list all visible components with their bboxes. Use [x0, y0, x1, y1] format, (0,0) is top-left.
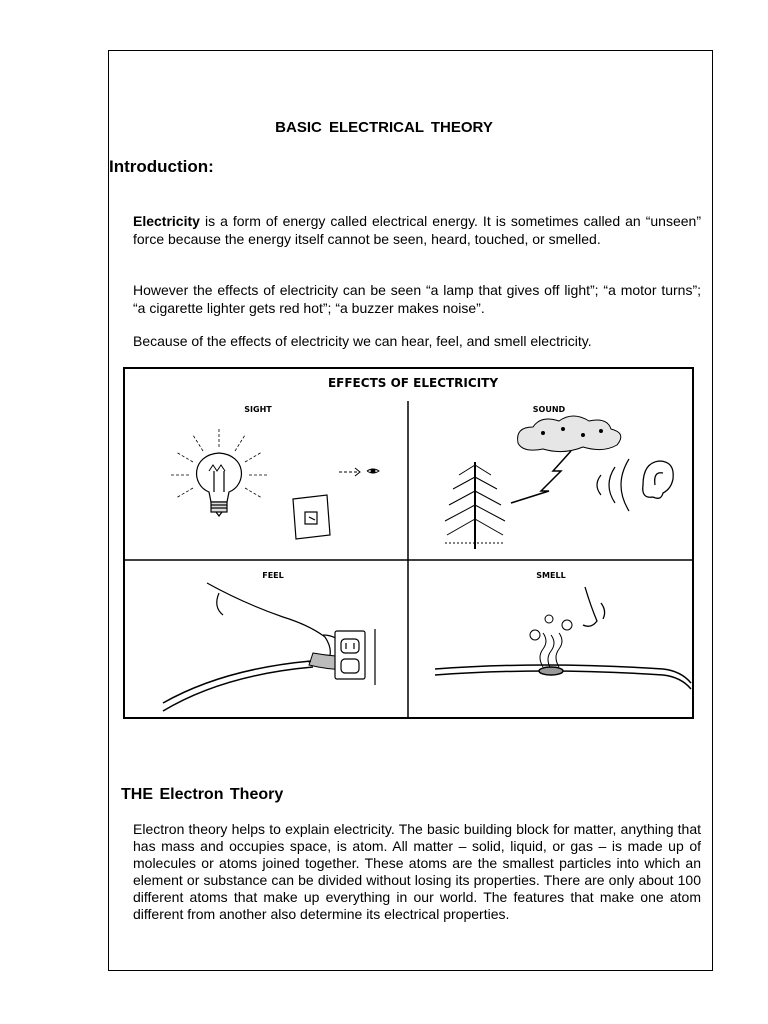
panel-label-feel: FEEL [262, 571, 284, 580]
effects-of-electricity-figure [123, 367, 694, 719]
wall-switch-icon [293, 495, 330, 539]
electricity-term: Electricity [133, 213, 200, 229]
paragraph-electricity [133, 212, 701, 248]
figure-title: EFFECTS OF ELECTRICITY [327, 376, 499, 390]
panel-label-smell: SMELL [536, 571, 566, 580]
paragraph-because: Because of the effects of electricity we can hear, feel, and smell electricity. [133, 333, 592, 349]
electron-theory-heading: THE Electron Theory [121, 786, 284, 803]
paragraph-effects: However the effects of electricity can be seen “a lamp that gives off light”; “a motor turns”; “a cigarette lighter gets red hot”; “a buzzer makes noise”. [133, 282, 701, 316]
panel-label-sight: SIGHT [244, 405, 272, 414]
panel-label-sound: SOUND [532, 405, 566, 414]
paragraph-electron-theory: Electron theory helps to explain electricity. The basic building block for matter, anything that has mass and occupies space, is atom. All matter – solid, liquid, or gas – is made up of molecules or atoms joined together. These atoms are the smallest particles into which an element or substance can be divided without losing its properties. There are only about 100 different atoms that make up everything in our world. The features that make one atom different from another also determine its electrical properties. [133, 821, 701, 922]
document-title: BASIC ELECTRICAL THEORY [275, 119, 493, 136]
intro-heading: Introduction: [109, 157, 214, 176]
paragraph-electricity-text: is a form of energy called electrical energy. It is sometimes called an “unseen” force because the energy itself cannot be seen, heard, touched, or smelled. [133, 213, 701, 247]
